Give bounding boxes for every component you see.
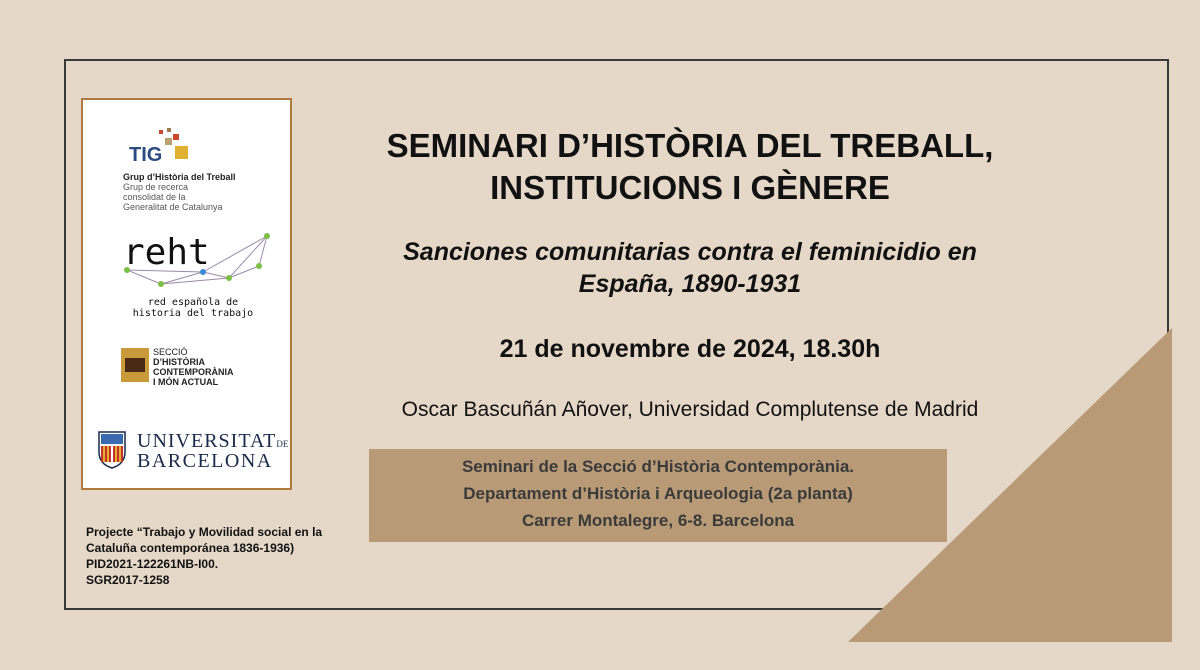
speaker: Oscar Bascuñán Añover, Universidad Complutense de Madrid (401, 398, 979, 421)
project-line: Projecte “Trabajo y Movilidad social en la (86, 525, 323, 539)
project-line: PID2021-122261NB-I00. (86, 557, 219, 571)
shcma-logo-icon (121, 348, 149, 382)
tig-line: consolidat de la (123, 192, 186, 202)
ub-line2: BARCELONA (137, 450, 273, 472)
reht-subtitle (113, 297, 273, 319)
tig-line: Generalitat de Catalunya (123, 202, 223, 212)
ub-de: DE (276, 439, 289, 449)
shcma-line: CONTEMPORÀNIA (153, 367, 234, 377)
ub-shield-icon (97, 430, 127, 470)
reht-line: historia del trabajo (132, 308, 254, 319)
tig-mark: TIG (129, 144, 163, 166)
venue-line: Seminari de la Secció d’Història Contemporània. (461, 457, 855, 476)
shcma-line: SECCIÓ (153, 347, 188, 357)
talk-title-line: España, 1890-1931 (578, 270, 802, 298)
reht-line: red española de (147, 297, 239, 308)
venue-line: Carrer Montalegre, 6-8. Barcelona (521, 511, 795, 530)
reht-wordmark: reht (123, 232, 210, 273)
title-line: SEMINARI D’HISTÒRIA DEL TREBALL, (386, 127, 994, 164)
event-date: 21 de novembre de 2024, 18.30h (499, 335, 881, 363)
title-line: INSTITUCIONS I GÈNERE (490, 169, 890, 206)
venue-box (369, 449, 947, 542)
ub-universitat: UNIVERSITAT (137, 430, 277, 452)
shcma-text (153, 347, 234, 387)
venue-line: Departament d’Història i Arqueologia (2a planta) (463, 484, 853, 503)
tig-title: Grup d’Història del Treball (123, 172, 236, 182)
talk-title (340, 236, 1040, 300)
tig-text (123, 172, 236, 212)
logo-panel (81, 98, 292, 490)
project-line: SGR2017-1258 (86, 573, 170, 587)
talk-title-line: Sanciones comunitarias contra el feminicidio en (403, 238, 977, 266)
project-info (86, 524, 346, 588)
tig-line: Grup de recerca (123, 182, 189, 192)
page-title (340, 125, 1040, 209)
project-line: Cataluña contemporánea 1836-1936) (86, 541, 295, 555)
shcma-line: I MÓN ACTUAL (153, 377, 219, 387)
shcma-line: D’HISTÒRIA (153, 357, 206, 367)
